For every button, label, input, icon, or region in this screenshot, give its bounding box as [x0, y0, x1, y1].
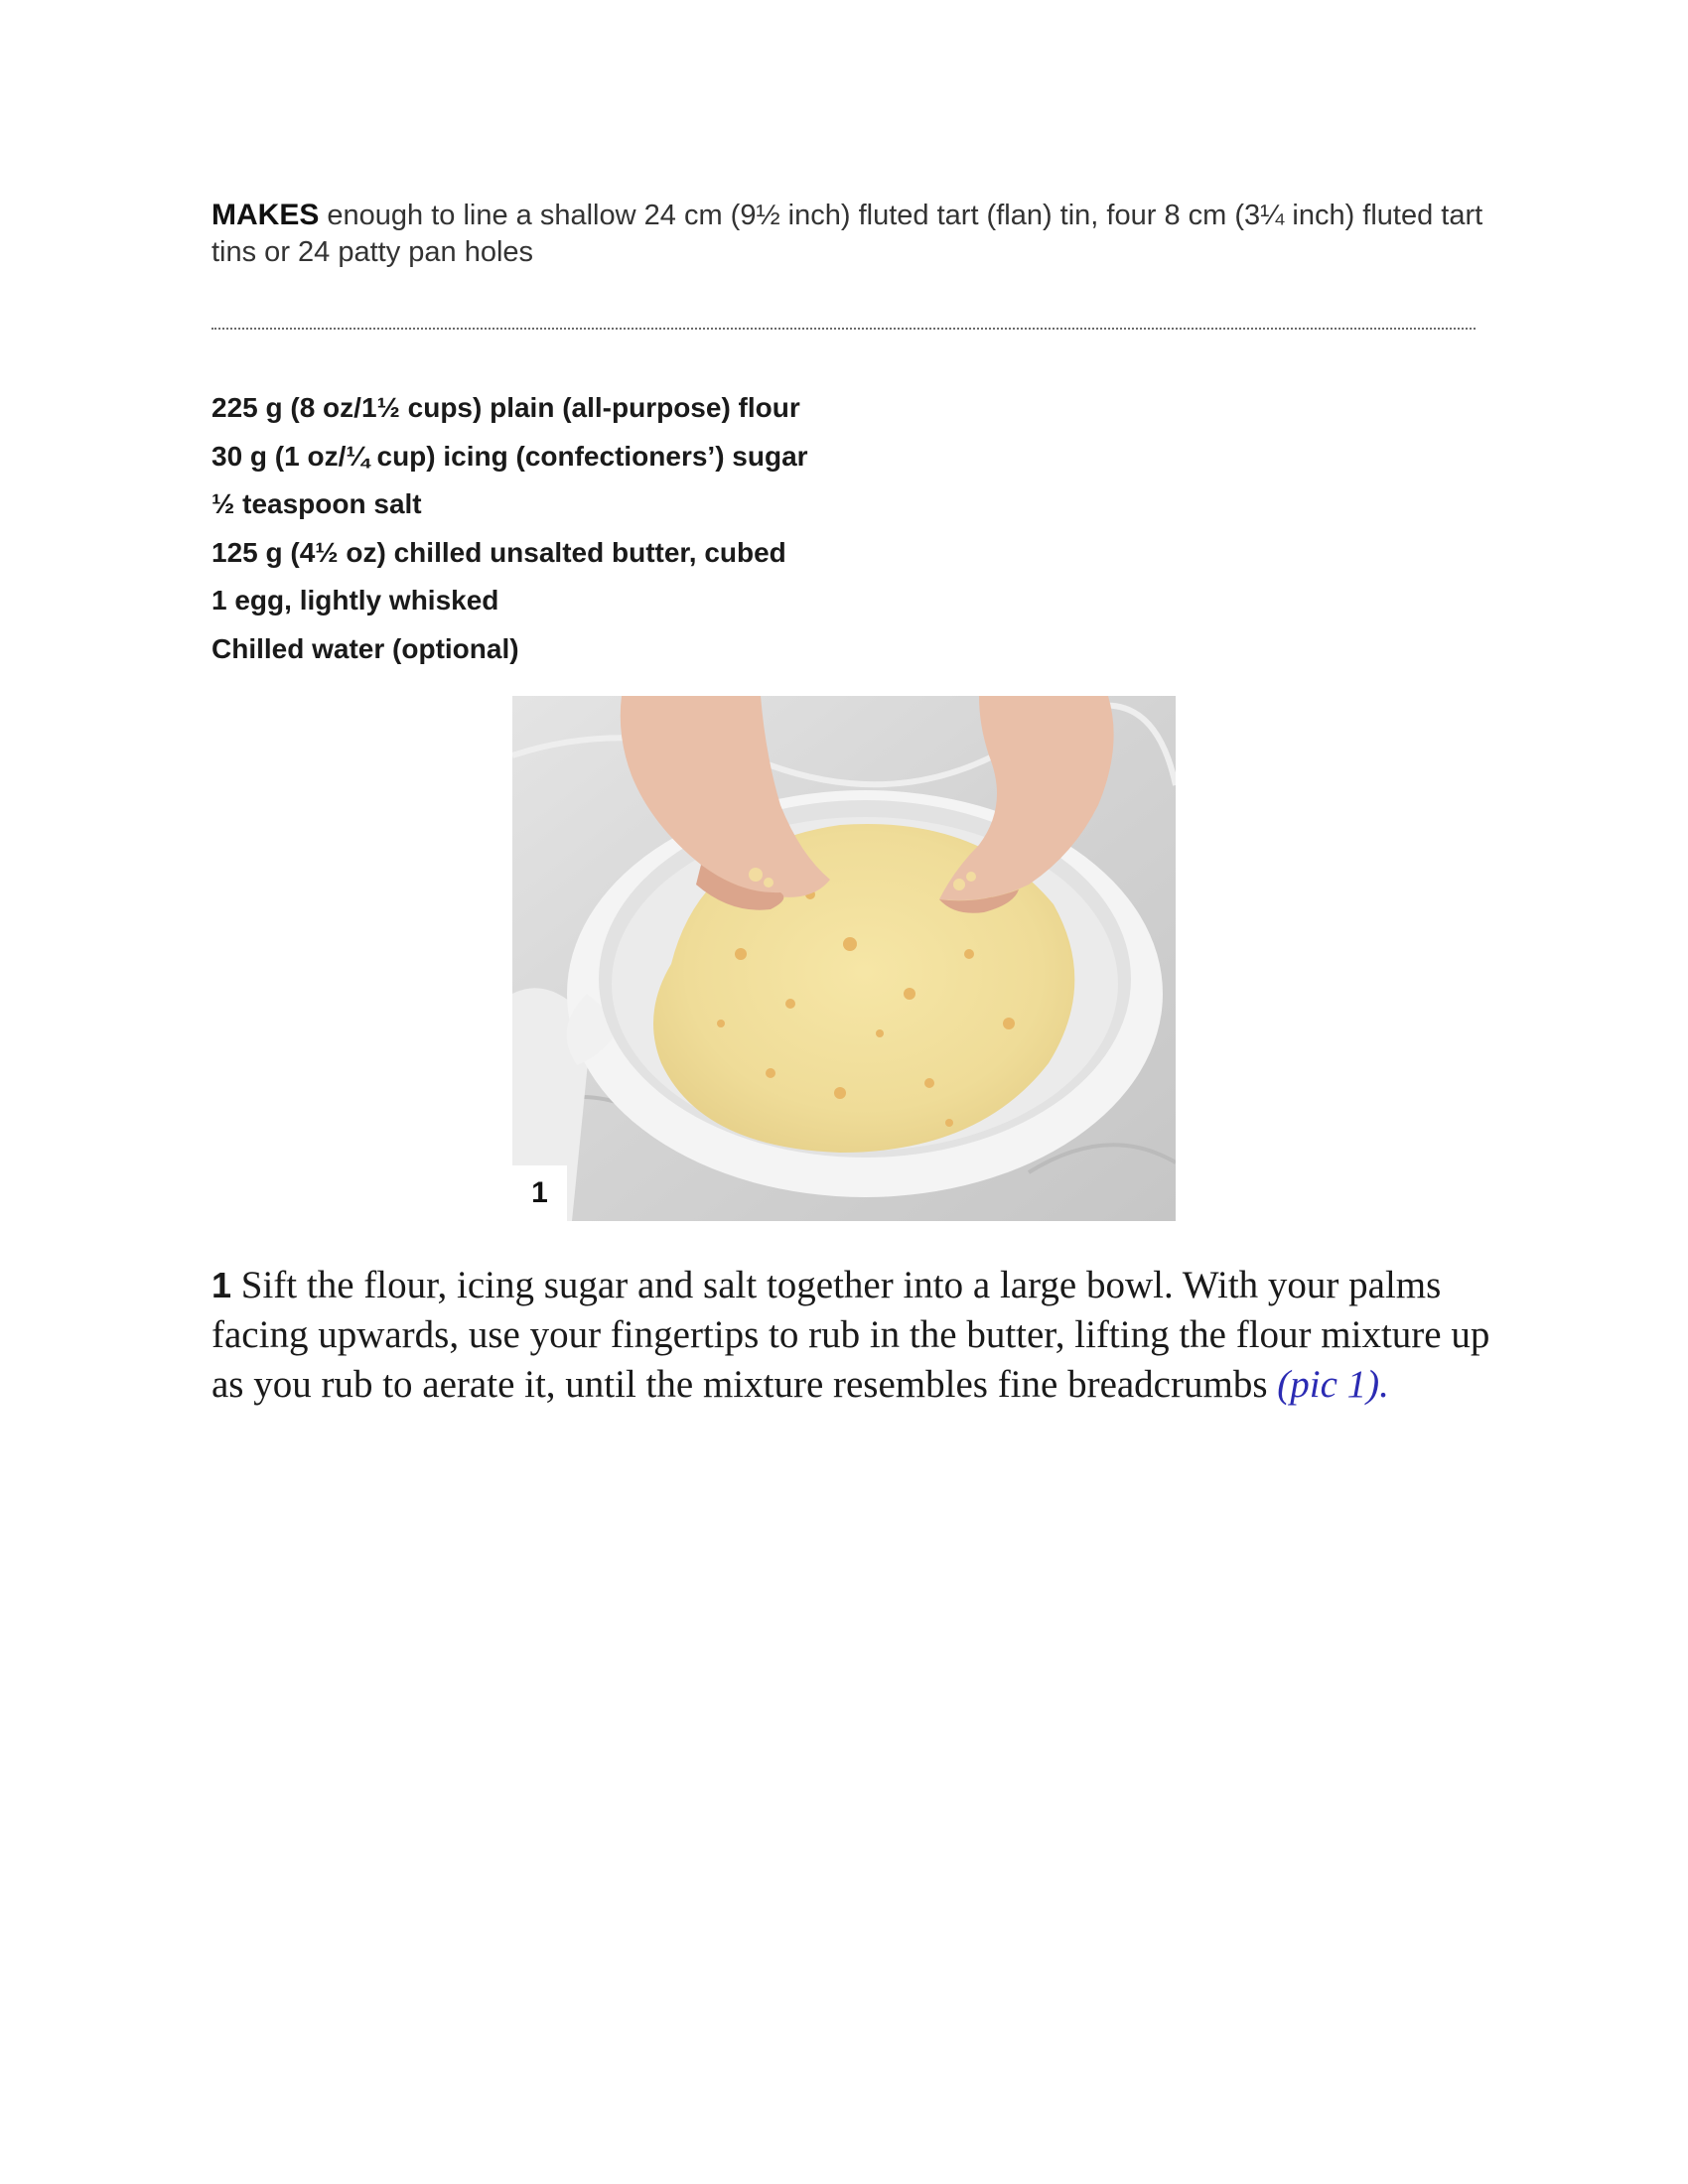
makes-text: enough to line a shallow 24 cm (9½ inch) fluted tart (flan) tin, four 8 cm (3¼ inch) fluted tart tins or 24 patty pan holes: [211, 200, 1483, 268]
ingredient-list: [211, 384, 808, 673]
step-number: 1: [211, 1265, 232, 1305]
makes-label: MAKES: [211, 199, 320, 231]
ingredient-item: 125 g (4½ oz) chilled unsalted butter, cubed: [211, 536, 786, 568]
ingredient-item: 1 egg, lightly whisked: [211, 585, 499, 615]
ingredient-item: ½ teaspoon salt: [211, 488, 422, 519]
step-photo: [512, 696, 1176, 1221]
ingredient-item: 225 g (8 oz/1½ cups) plain (all-purpose) flour: [211, 392, 800, 423]
method-step: [211, 1261, 1492, 1410]
ingredient-item: Chilled water (optional): [211, 632, 519, 664]
step-text: Sift the flour, icing sugar and salt together into a large bowl. With your palms facing upwards, use your fingertips to rub in the butter, lifting the flour mixture up as you rub to aerate it, until the mixture resembles fine breadcrumbs: [211, 1264, 1490, 1406]
bowl-with-crumbs-illustration: [512, 696, 1176, 1221]
picture-reference-link[interactable]: (pic 1).: [1277, 1363, 1389, 1406]
dotted-divider: [211, 328, 1476, 330]
picture-number: 1: [512, 1165, 567, 1221]
ingredient-item: 30 g (1 oz/¼ cup) icing (confectioners’) sugar: [211, 440, 808, 472]
makes-note: [211, 197, 1492, 271]
